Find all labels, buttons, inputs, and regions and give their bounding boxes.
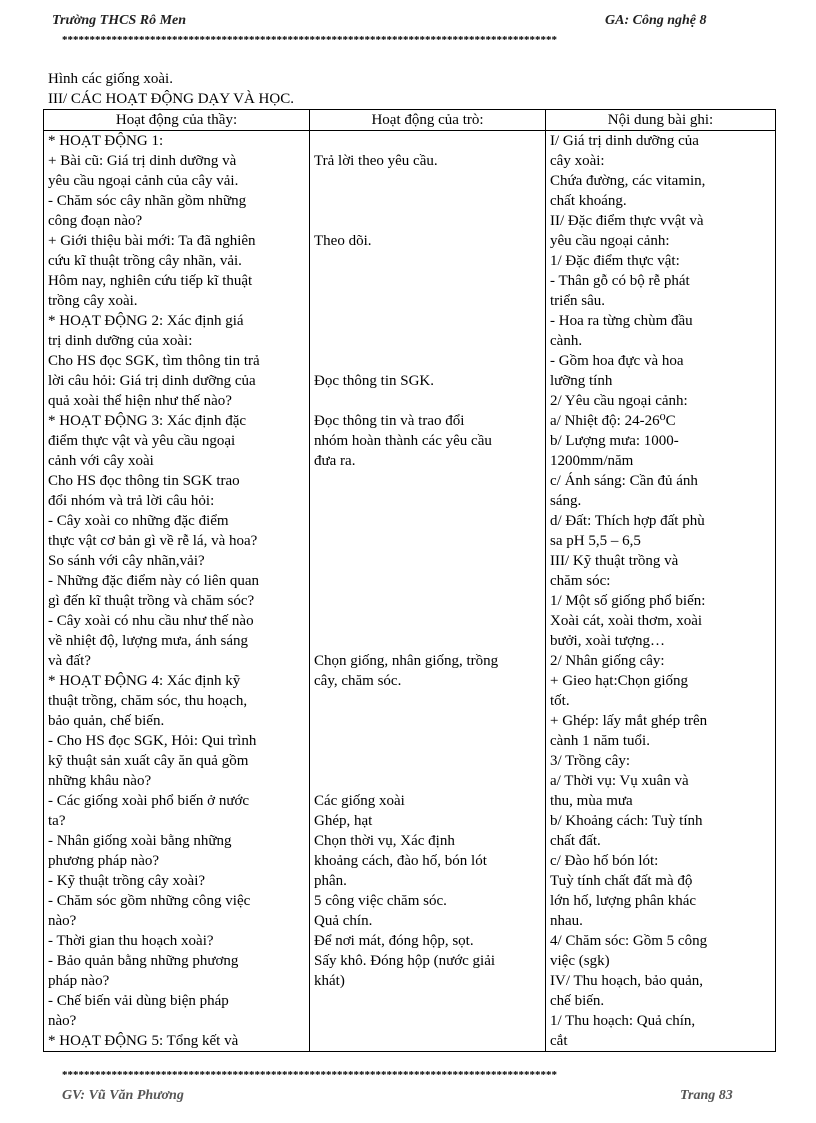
content-line: cành. <box>550 333 583 349</box>
student-line: Theo dõi. <box>314 233 372 249</box>
content-line: chế biến. <box>550 993 605 1009</box>
student-line <box>314 551 541 571</box>
content-line: IV/ Thu hoạch, bảo quản, <box>550 973 704 989</box>
student-line <box>314 571 541 591</box>
header-student: Hoạt động của trò: <box>310 110 546 131</box>
student-line: Chọn giống, nhân giống, trồng <box>314 653 499 669</box>
teacher-line: những khâu nào? <box>48 773 152 789</box>
teacher-line: trị dinh dưỡng của xoài: <box>48 333 193 349</box>
teacher-line: công đoạn nào? <box>48 213 143 229</box>
student-line: khoảng cách, đào hố, bón lót <box>314 853 487 869</box>
teacher-line: - Những đặc điểm này có liên quan <box>48 573 259 589</box>
student-activities-cell <box>310 131 546 1052</box>
content-line: b/ Khoảng cách: Tuỳ tính <box>550 813 703 829</box>
section-heading: III/ CÁC HOẠT ĐỘNG DẠY VÀ HỌC. <box>48 91 294 107</box>
content-line: III/ Kỹ thuật trồng và <box>550 553 679 569</box>
student-line: nhóm hoàn thành các yêu cầu <box>314 433 492 449</box>
student-line <box>314 291 541 311</box>
student-line <box>314 171 541 191</box>
student-line: 5 công việc chăm sóc. <box>314 893 447 909</box>
content-line: yêu cầu ngoại cảnh: <box>550 233 670 249</box>
student-line: đưa ra. <box>314 453 356 469</box>
student-line <box>314 471 541 491</box>
header-teacher: Hoạt động của thầy: <box>44 110 310 131</box>
teacher-line: và đất? <box>48 653 91 669</box>
content-line: chất đất. <box>550 833 601 849</box>
teacher-line: cứu kĩ thuật trồng cây nhãn, vải. <box>48 253 242 269</box>
footer-page-number: Trang 83 <box>680 1088 733 1103</box>
content-line: Xoài cát, xoài thơm, xoài <box>550 613 703 629</box>
student-line <box>314 271 541 291</box>
student-line <box>314 131 541 151</box>
content-line: - Gồm hoa đực và hoa <box>550 353 684 369</box>
teacher-line: * HOẠT ĐỘNG 4: Xác định kỹ <box>48 673 241 689</box>
teacher-line: lời câu hỏi: Giá trị dinh dưỡng của <box>48 373 256 389</box>
teacher-line: + Giới thiệu bài mới: Ta đã nghiên <box>48 233 256 249</box>
teacher-line: * HOẠT ĐỘNG 3: Xác định đặc <box>48 413 247 429</box>
teacher-line: bảo quản, chế biến. <box>48 713 165 729</box>
teacher-line: gì đến kĩ thuật trồng và chăm sóc? <box>48 593 255 609</box>
header-content: Nội dung bài ghi: <box>546 110 776 131</box>
teacher-line: - Chăm sóc cây nhãn gồm những <box>48 193 247 209</box>
teacher-line: nào? <box>48 913 77 929</box>
student-line: Ghép, hạt <box>314 813 373 829</box>
content-line: Tuỳ tính chất đất mà độ <box>550 873 693 889</box>
teacher-activities-cell <box>44 131 310 1052</box>
teacher-line: - Thời gian thu hoạch xoài? <box>48 933 214 949</box>
lesson-table <box>43 109 776 1052</box>
teacher-line: * HOẠT ĐỘNG 1: <box>48 133 164 149</box>
teacher-line: thực vật cơ bản gì về rễ lá, và hoa? <box>48 533 258 549</box>
teacher-line: - Cho HS đọc SGK, Hỏi: Qui trình <box>48 733 257 749</box>
teacher-line: phương pháp nào? <box>48 853 160 869</box>
student-line: khát) <box>314 973 345 989</box>
teacher-line: trồng cây xoài. <box>48 293 138 309</box>
student-line <box>314 311 541 331</box>
content-line: I/ Giá trị dinh dưỡng của <box>550 133 699 149</box>
student-line: Chọn thời vụ, Xác định <box>314 833 455 849</box>
header-school: Trường THCS Rô Men <box>52 13 187 28</box>
teacher-line: Hôm nay, nghiên cứu tiếp kĩ thuật <box>48 273 253 289</box>
intro-line-1: Hình các giống xoài. <box>48 71 173 87</box>
content-line: tốt. <box>550 693 570 709</box>
content-line: việc (sgk) <box>550 953 610 969</box>
student-line <box>314 711 541 731</box>
content-line: 2/ Yêu cầu ngoại cảnh: <box>550 393 688 409</box>
teacher-line: cảnh với cây xoài <box>48 453 154 469</box>
content-line: 1/ Đặc điểm thực vật: <box>550 253 680 269</box>
teacher-line: + Bài cũ: Giá trị dinh dưỡng và <box>48 153 237 169</box>
content-line: 1200mm/năm <box>550 453 634 469</box>
content-line: c/ Ánh sáng: Cần đủ ánh <box>550 473 698 489</box>
teacher-line: - Nhân giống xoài bằng những <box>48 833 232 849</box>
student-line: Quả chín. <box>314 913 373 929</box>
content-line: a/ Nhiệt độ: 24-26⁰C <box>550 413 676 429</box>
teacher-line: pháp nào? <box>48 973 110 989</box>
student-line: cây, chăm sóc. <box>314 673 402 689</box>
teacher-line: - Cây xoài co những đặc điểm <box>48 513 229 529</box>
content-line: - Hoa ra từng chùm đầu <box>550 313 693 329</box>
content-line: + Gieo hạt:Chọn giống <box>550 673 689 689</box>
student-line: Các giống xoài <box>314 793 405 809</box>
teacher-line: So sánh với cây nhãn,vải? <box>48 553 205 569</box>
content-line: + Ghép: lấy mắt ghép trên <box>550 713 708 729</box>
content-line: b/ Lượng mưa: 1000- <box>550 433 679 449</box>
content-line: a/ Thời vụ: Vụ xuân và <box>550 773 689 789</box>
content-line: nhau. <box>550 913 583 929</box>
student-line <box>314 251 541 271</box>
content-line: Chứa đường, các vitamin, <box>550 173 706 189</box>
teacher-line: - Cây xoài có nhu cầu như thế nào <box>48 613 254 629</box>
student-line: phân. <box>314 873 347 889</box>
student-line <box>314 331 541 351</box>
content-line: cây xoài: <box>550 153 605 169</box>
content-line: 2/ Nhân giống cây: <box>550 653 665 669</box>
footer-teacher: GV: Vũ Văn Phương <box>62 1088 184 1103</box>
student-line <box>314 351 541 371</box>
student-line <box>314 191 541 211</box>
student-line <box>314 211 541 231</box>
content-line: lưỡng tính <box>550 373 613 389</box>
teacher-line: - Chế biến vải dùng biện pháp <box>48 993 229 1009</box>
student-line: Đọc thông tin và trao đổi <box>314 413 465 429</box>
content-line: - Thân gỗ có bộ rễ phát <box>550 273 690 289</box>
teacher-line: đổi nhóm và trả lời câu hỏi: <box>48 493 215 509</box>
student-line <box>314 591 541 611</box>
student-line <box>314 491 541 511</box>
student-line <box>314 611 541 631</box>
header-subject: GA: Công nghệ 8 <box>605 13 707 28</box>
student-line <box>314 511 541 531</box>
teacher-line: - Các giống xoài phổ biến ở nước <box>48 793 250 809</box>
student-line: Sấy khô. Đóng hộp (nước giải <box>314 953 496 969</box>
student-line <box>314 731 541 751</box>
content-line: 1/ Một số giống phổ biến: <box>550 593 706 609</box>
student-line <box>314 691 541 711</box>
content-line: bưởi, xoài tượng… <box>550 633 666 649</box>
content-line: triển sâu. <box>550 293 605 309</box>
teacher-line: - Kỹ thuật trồng cây xoài? <box>48 873 206 889</box>
content-line: cắt <box>550 1033 568 1049</box>
teacher-line: kỹ thuật sản xuất cây ăn quả gồm <box>48 753 249 769</box>
teacher-line: nào? <box>48 1013 77 1029</box>
teacher-line: ta? <box>48 813 66 829</box>
student-line: Để nơi mát, đóng hộp, sọt. <box>314 933 474 949</box>
content-line: cành 1 năm tuổi. <box>550 733 650 749</box>
student-line <box>314 391 541 411</box>
table-header-row <box>44 110 776 131</box>
teacher-line: * HOẠT ĐỘNG 5: Tổng kết và <box>48 1033 239 1049</box>
content-line: thu, mùa mưa <box>550 793 633 809</box>
student-line <box>314 771 541 791</box>
teacher-line: điểm thực vật và yêu cầu ngoại <box>48 433 236 449</box>
content-line: lớn hố, lượng phân khác <box>550 893 697 909</box>
content-line: 4/ Chăm sóc: Gồm 5 công <box>550 933 708 949</box>
teacher-line: về nhiệt độ, lượng mưa, ánh sáng <box>48 633 248 649</box>
content-line: c/ Đào hố bón lót: <box>550 853 659 869</box>
teacher-line: yêu cầu ngoại cảnh của cây vải. <box>48 173 239 189</box>
content-line: 1/ Thu hoạch: Quả chín, <box>550 1013 696 1029</box>
content-line: d/ Đất: Thích hợp đất phù <box>550 513 705 529</box>
top-separator: ****************************************************************************************** <box>62 34 557 46</box>
teacher-line: - Chăm sóc gồm những công việc <box>48 893 251 909</box>
teacher-line: thuật trồng, chăm sóc, thu hoạch, <box>48 693 248 709</box>
bottom-separator: ****************************************************************************************** <box>62 1069 557 1081</box>
student-line: Trả lời theo yêu cầu. <box>314 153 438 169</box>
content-line: chăm sóc: <box>550 573 611 589</box>
student-line <box>314 631 541 651</box>
teacher-line: * HOẠT ĐỘNG 2: Xác định giá <box>48 313 244 329</box>
teacher-line: Cho HS đọc SGK, tìm thông tin trả <box>48 353 260 369</box>
content-line: chất khoáng. <box>550 193 627 209</box>
teacher-line: Cho HS đọc thông tin SGK trao <box>48 473 240 489</box>
content-line: sáng. <box>550 493 582 509</box>
content-line: sa pH 5,5 – 6,5 <box>550 533 641 549</box>
teacher-line: quả xoài thể hiện như thế nào? <box>48 393 232 409</box>
table-body-row <box>44 131 776 1052</box>
student-line <box>314 751 541 771</box>
teacher-line: - Bảo quản bằng những phương <box>48 953 239 969</box>
student-line: Đọc thông tin SGK. <box>314 373 434 389</box>
lesson-content-cell <box>546 131 776 1052</box>
content-line: 3/ Trồng cây: <box>550 753 631 769</box>
content-line: II/ Đặc điểm thực vvật và <box>550 213 704 229</box>
student-line <box>314 531 541 551</box>
